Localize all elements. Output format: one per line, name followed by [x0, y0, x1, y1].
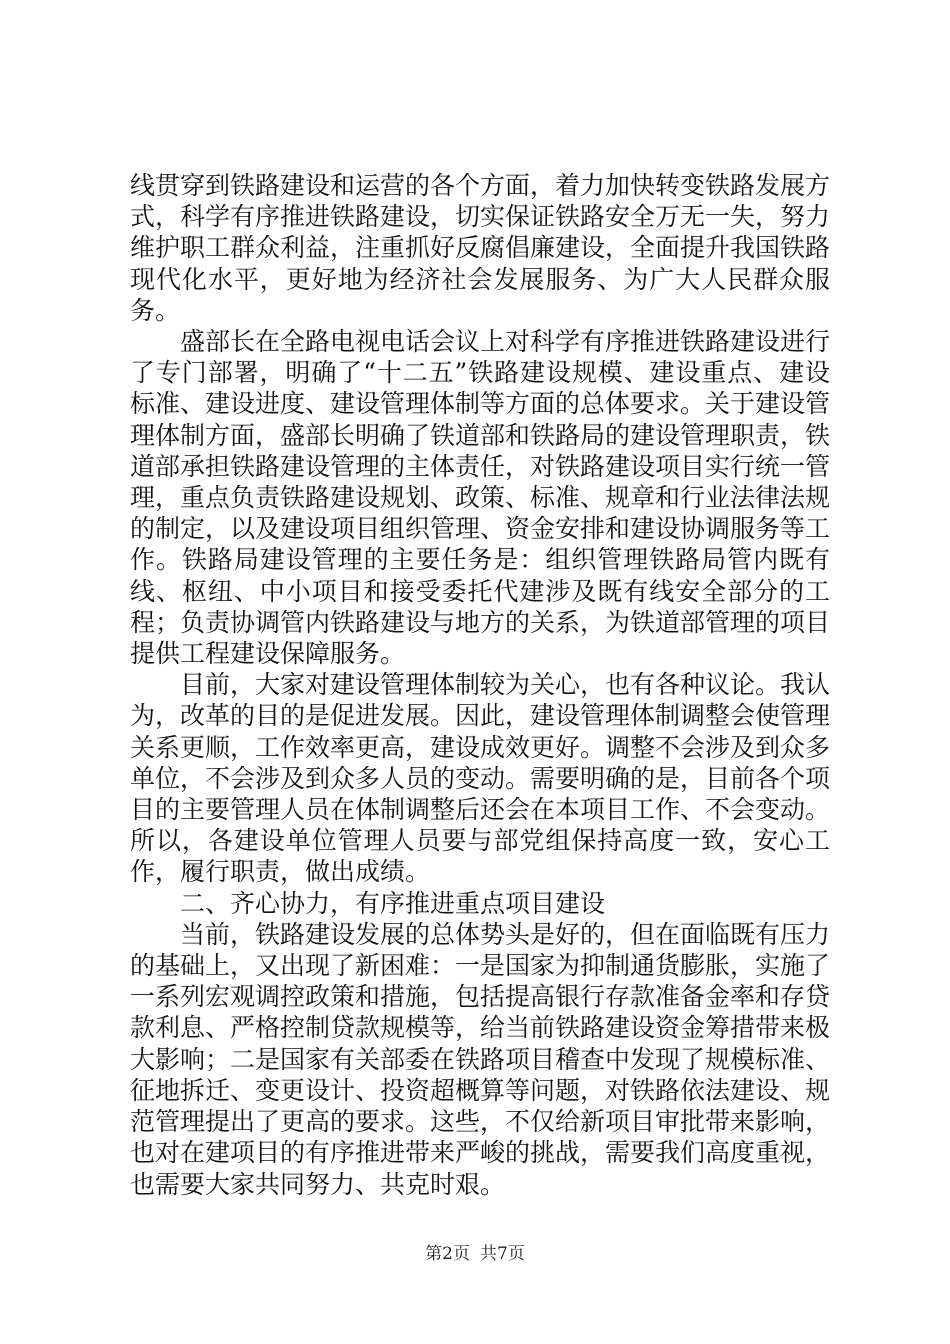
page-number: 第2页 — [425, 1244, 470, 1264]
paragraph-2: 盛部长在全路电视电话会议上对科学有序推进铁路建设进行了专门部署，明确了“十二五”铁路建设规模、建设重点、建设标准、建设进度、建设管理体制等方面的总体要求。关于建设管理体制方面，盛部长明确了铁道部和铁路局的建设管理职责，铁道部承担铁路建设管理的主体责任，对铁路建设项目实行统一管理，重点负责铁路建设规划、政策、标准、规章和行业法律法规的制定，以及建设项目组织管理、资金安排和建设协调服务等工作。铁路局建设管理的主要任务是：组织管理铁路局管内既有线、枢纽、中小项目和接受委托代建涉及既有线安全部分的工程；负责协调管内铁路建设与地方的关系，为铁道部管理的项目提供工程建设保障服务。 — [130, 327, 831, 669]
paragraph-4: 当前，铁路建设发展的总体势头是好的，但在面临既有压力的基础上，又出现了新困难：一是国家为抑制通货膨胀，实施了一系列宏观调控政策和措施，包括提高银行存款准备金率和存贷款利息、严格控制贷款规模等，给当前铁路建设资金筹措带来极大影响；二是国家有关部委在铁路项目稽查中发现了规模标准、征地拆迁、变更设计、投资超概算等问题，对铁路依法建设、规范管理提出了更高的要求。这些，不仅给新项目审批带来影响，也对在建项目的有序推进带来严峻的挑战，需要我们高度重视，也需要大家共同努力、共克时艰。 — [130, 919, 831, 1199]
page-footer — [0, 1243, 950, 1265]
section-heading: 二、齐心协力，有序推进重点项目建设 — [180, 888, 606, 918]
paragraph-3: 目前，大家对建设管理体制较为关心，也有各种议论。我认为，改革的目的是促进发展。因此，建设管理体制调整会使管理关系更顺，工作效率更高，建设成效更好。调整不会涉及到众多单位，不会涉及到众多人员的变动。需要明确的是，目前各个项目的主要管理人员在体制调整后还会在本项目工作、不会变动。所以，各建设单位管理人员要与部党组保持高度一致，安心工作，履行职责，做出成绩。 — [130, 670, 831, 887]
page-total: 共7页 — [480, 1244, 525, 1264]
paragraph-1: 线贯穿到铁路建设和运营的各个方面，着力加快转变铁路发展方式，科学有序推进铁路建设，切实保证铁路安全万无一失，努力维护职工群众利益，注重抓好反腐倡廉建设，全面提升我国铁路现代化水平，更好地为经济社会发展服务、为广大人民群众服务。 — [130, 171, 831, 325]
document-body — [130, 170, 830, 1200]
